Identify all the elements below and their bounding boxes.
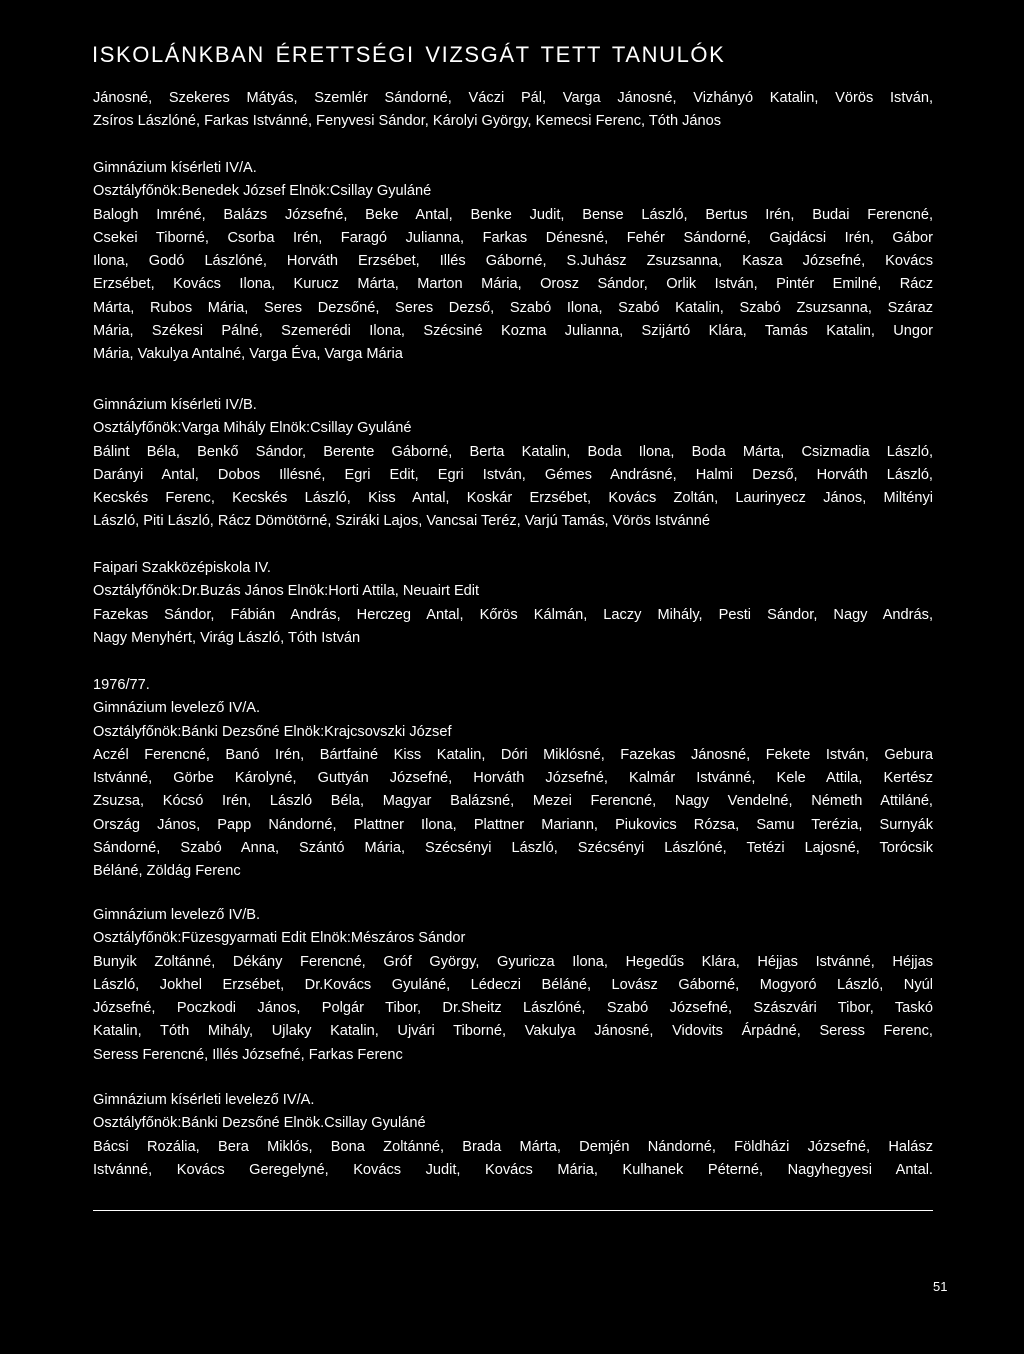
names-line: Katalin, Tóth Mihály, Ujlaky Katalin, Ujvári Tiborné, Vakulya Jánosné, Vidovits Árpádné, Seress Ferenc, <box>93 1023 933 1040</box>
section-staff: Osztályfőnök:Dr.Buzás János Elnök:Horti Attila, Neuairt Edit <box>93 583 480 600</box>
names-line: Bácsi Rozália, Bera Miklós, Bona Zoltánné, Brada Márta, Demjén Nándorné, Földházi Józsefné, Halász <box>93 1138 933 1155</box>
section-gimn-kiserleti-4b <box>93 394 933 534</box>
divider-rule <box>93 1210 933 1211</box>
names-line: Istvánné, Görbe Károlyné, Guttyán Józsefné, Horváth Józsefné, Kalmár Istvánné, Kele Attila, Kertész <box>93 770 933 787</box>
names-line: László, Jokhel Erzsébet, Dr.Kovács Gyuláné, Lédeczi Béláné, Lovász Gáborné, Mogyoró László, Nyúl <box>93 976 933 993</box>
names-line: Kecskés Ferenc, Kecskés László, Kiss Antal, Koskár Erzsébet, Kovács Zoltán, Laurinyecz János, Miltényi <box>93 490 933 507</box>
names-line: Balogh Imréné, Balázs Józsefné, Beke Antal, Benke Judit, Bense László, Bertus Irén, Budai Ferencné, <box>93 206 933 223</box>
section-heading: Gimnázium levelező IV/A. <box>93 700 261 717</box>
names-line: Béláné, Zöldág Ferenc <box>93 863 241 880</box>
section-faipari-szakkozep <box>93 557 933 650</box>
names-line: Zsíros Lászlóné, Farkas Istvánné, Fenyvesi Sándor, Károlyi György, Kemecsi Ferenc, Tóth János <box>93 113 722 130</box>
names-line: László, Piti László, Rácz Dömötörné, Sziráki Lajos, Vancsai Teréz, Varjú Tamás, Vörös Istvánné <box>93 513 710 530</box>
names-line: Csekei Tiborné, Csorba Irén, Faragó Julianna, Farkas Dénesné, Fehér Sándorné, Gajdácsi Irén, Gábor <box>93 229 933 246</box>
names-line: Mária, Vakulya Antalné, Varga Éva, Varga Mária <box>93 346 403 363</box>
section-gimn-levelezo-4a <box>93 674 933 884</box>
names-line: Aczél Ferencné, Banó Irén, Bártfainé Kiss Katalin, Dóri Miklósné, Fazekas Jánosné, Fekete István, Gebura <box>93 746 933 763</box>
section-staff: Osztályfőnök:Varga Mihály Elnök:Csillay Gyuláné <box>93 420 412 437</box>
page-number: 51 <box>933 1279 948 1294</box>
names-line: Istvánné, Kovács Geregelyné, Kovács Judit, Kovács Mária, Kulhanek Péterné, Nagyhegyesi Antal. <box>93 1161 933 1178</box>
section-staff: Osztályfőnök:Bánki Dezsőné Elnök.Csillay Gyuláné <box>93 1115 426 1132</box>
section-heading: Faipari Szakközépiskola IV. <box>93 560 271 576</box>
section-gimn-kiserleti-levelezo-4a <box>93 1089 933 1182</box>
names-line: Mária, Székesi Pálné, Szemerédi Ilona, Szécsiné Kozma Julianna, Szijártó Klára, Tamás Katalin, Ungor <box>93 323 933 340</box>
names-line: Jánosné, Szekeres Mátyás, Szemlér Sándorné, Váczi Pál, Varga Jánosné, Vizhányó Katalin, Vörös István, <box>93 90 933 106</box>
section-staff: Osztályfőnök:Bánki Dezsőné Elnök:Krajcsovszki József <box>93 723 452 740</box>
names-line: Ilona, Godó Lászlóné, Horváth Erzsébet, Illés Gáborné, S.Juhász Zsuzsanna, Kasza Józsefné, Kovács <box>93 253 933 270</box>
section-heading: Gimnázium kísérleti IV/A. <box>93 160 257 176</box>
section-heading: Gimnázium levelező IV/B. <box>93 907 261 923</box>
names-line: Márta, Rubos Mária, Seres Dezsőné, Seres Dezső, Szabó Ilona, Szabó Katalin, Szabó Zsuzsanna, Száraz <box>93 299 933 316</box>
names-line: Bálint Béla, Benkő Sándor, Berente Gáborné, Berta Katalin, Boda Ilona, Boda Márta, Csizmadia László, <box>93 443 933 460</box>
section-heading: Gimnázium kísérleti levelező IV/A. <box>93 1092 315 1108</box>
section-gimn-levelezo-4b <box>93 904 933 1067</box>
section-staff: Osztályfőnök:Benedek József Elnök:Csillay Gyuláné <box>93 183 432 200</box>
names-line: Fazekas Sándor, Fábián András, Herczeg Antal, Kőrös Kálmán, Laczy Mihály, Pesti Sándor, Nagy András, <box>93 606 933 623</box>
school-year: 1976/77. <box>93 677 150 693</box>
names-line: Erzsébet, Kovács Ilona, Kurucz Márta, Marton Mária, Orosz Sándor, Orlik István, Pintér Emilné, Rácz <box>93 276 933 293</box>
names-line: Ország János, Papp Nándorné, Plattner Ilona, Plattner Mariann, Piukovics Rózsa, Samu Terézia, Surnyák <box>93 816 933 833</box>
page-title: ISKOLÁNKBAN ÉRETTSÉGI VIZSGÁT TETT TANULÓK <box>92 42 726 67</box>
section-heading: Gimnázium kísérleti IV/B. <box>93 397 257 413</box>
names-line: Sándorné, Szabó Anna, Szántó Mária, Szécsényi László, Szécsényi Lászlóné, Tetézi Lajosné, Torócsik <box>93 840 933 857</box>
names-line: Zsuzsa, Kócsó Irén, László Béla, Magyar Balázsné, Mezei Ferencné, Nagy Vendelné, Németh Attiláné, <box>93 793 933 810</box>
names-line: Józsefné, Poczkodi János, Polgár Tibor, Dr.Sheitz Lászlóné, Szabó Józsefné, Szászvári Tibor, Taskó <box>93 1000 933 1017</box>
section-gimn-kiserleti-4a <box>93 157 933 367</box>
section-continuation <box>93 87 933 134</box>
names-line: Darányi Antal, Dobos Illésné, Egri Edit, Egri István, Gémes Andrásné, Halmi Dezső, Horváth László, <box>93 466 933 483</box>
names-line: Bunyik Zoltánné, Dékány Ferencné, Gróf György, Gyuricza Ilona, Hegedűs Klára, Héjjas Istvánné, Héjjas <box>93 953 933 970</box>
names-line: Seress Ferencné, Illés Józsefné, Farkas Ferenc <box>93 1046 403 1063</box>
section-staff: Osztályfőnök:Füzesgyarmati Edit Elnök:Mészáros Sándor <box>93 930 466 947</box>
names-line: Nagy Menyhért, Virág László, Tóth István <box>93 629 361 646</box>
